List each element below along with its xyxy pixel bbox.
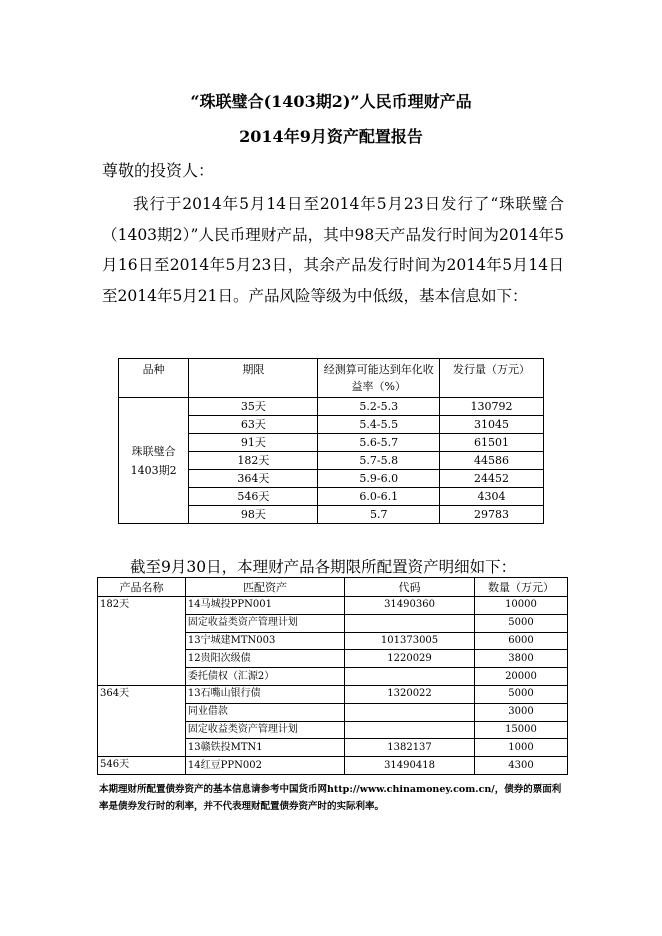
product-group-cell: 182天: [98, 597, 186, 686]
amount-cell: 29783: [440, 506, 544, 524]
code-cell: 1382137: [345, 739, 475, 757]
header-cell: 匹配资产: [185, 578, 344, 597]
code-cell: [345, 721, 475, 739]
amount-cell: 31045: [440, 416, 544, 434]
intro-paragraph: 我行于2014年5月14日至2014年5月23日发行了“珠联璧合（1403期2）”人民币理财产品，其中98天产品发行时间为2014年5月16日至2014年5月23日，其余产品发行时间为2014年5月14日至2014年5月21日。产品风险等级为中低级，基本信息如下：: [102, 195, 564, 305]
term-cell: 546天: [189, 488, 318, 506]
asset-cell: 委托债权（汇源2）: [185, 668, 344, 686]
yield-cell: 5.7: [318, 506, 440, 524]
yield-cell: 5.7-5.8: [318, 452, 440, 470]
asset-cell: 13赣铁投MTN1: [185, 739, 344, 757]
asset-cell: 13宁城建MTN003: [185, 632, 344, 650]
asset-cell: 同业借款: [185, 703, 344, 721]
amount-cell: 24452: [440, 470, 544, 488]
yield-cell: 5.6-5.7: [318, 434, 440, 452]
header-cell: 数量（万元）: [474, 578, 567, 597]
yield-cell: 5.2-5.3: [318, 398, 440, 416]
table-row: [119, 398, 544, 416]
header-cell: 经测算可能达到年化收益率（%）: [318, 359, 440, 398]
asset-cell: 14马城投PPN001: [185, 597, 344, 615]
term-cell: 364天: [189, 470, 318, 488]
product-info-table: [118, 358, 544, 524]
quantity-cell: 1000: [474, 739, 567, 757]
quantity-cell: 4300: [474, 757, 567, 775]
amount-cell: 4304: [440, 488, 544, 506]
amount-cell: 130792: [440, 398, 544, 416]
report-title-line1: “珠联璧合(1403期2)”人民币理财产品: [190, 92, 472, 111]
yield-cell: 5.4-5.5: [318, 416, 440, 434]
code-cell: 1320022: [345, 685, 475, 703]
term-cell: 63天: [189, 416, 318, 434]
code-cell: 31490418: [345, 757, 475, 775]
term-cell: 182天: [189, 452, 318, 470]
table-header-row: [119, 359, 544, 398]
header-cell: 代码: [345, 578, 475, 597]
term-cell: 98天: [189, 506, 318, 524]
asset-intro: 截至9月30日，本理财产品各期限所配置资产明细如下：: [130, 558, 517, 576]
term-cell: 35天: [189, 398, 318, 416]
amount-cell: 61501: [440, 434, 544, 452]
report-title-line2: 2014年9月资产配置报告: [239, 127, 423, 146]
quantity-cell: 3000: [474, 703, 567, 721]
product-group-cell: 364天: [98, 685, 186, 756]
code-cell: 1220029: [345, 650, 475, 668]
yield-cell: 6.0-6.1: [318, 488, 440, 506]
term-cell: 91天: [189, 434, 318, 452]
header-cell: 期限: [189, 359, 318, 398]
code-cell: 31490360: [345, 597, 475, 615]
asset-cell: 固定收益类资产管理计划: [185, 721, 344, 739]
asset-cell: 13石嘴山银行债: [185, 685, 344, 703]
quantity-cell: 20000: [474, 668, 567, 686]
amount-cell: 44586: [440, 452, 544, 470]
table-row: [98, 685, 568, 703]
header-cell: 发行量（万元）: [440, 359, 544, 398]
footnote: 本期理财所配置债券资产的基本信息请参考中国货币网http://www.chinamoney.com.cn/，债券的票面利率是债券发行时的利率，并不代表理财配置债券资产时的实际利率。: [99, 784, 562, 812]
table-header-row: [98, 578, 568, 597]
quantity-cell: 15000: [474, 721, 567, 739]
quantity-cell: 5000: [474, 685, 567, 703]
code-cell: [345, 614, 475, 632]
asset-cell: 14红豆PPN002: [185, 757, 344, 775]
product-group-cell: 546天: [98, 757, 186, 775]
header-cell: 产品名称: [98, 578, 186, 597]
asset-cell: 固定收益类资产管理计划: [185, 614, 344, 632]
product-name-cell: 珠联璧合1403期2: [119, 398, 189, 524]
quantity-cell: 3800: [474, 650, 567, 668]
code-cell: [345, 668, 475, 686]
yield-cell: 5.9-6.0: [318, 470, 440, 488]
quantity-cell: 10000: [474, 597, 567, 615]
code-cell: 101373005: [345, 632, 475, 650]
table-row: [98, 757, 568, 775]
asset-cell: 12贵阳次级债: [185, 650, 344, 668]
code-cell: [345, 703, 475, 721]
quantity-cell: 5000: [474, 614, 567, 632]
asset-allocation-table: [97, 577, 568, 775]
table-row: [98, 597, 568, 615]
quantity-cell: 6000: [474, 632, 567, 650]
greeting: 尊敬的投资人：: [102, 161, 215, 180]
header-cell: 品种: [119, 359, 189, 398]
